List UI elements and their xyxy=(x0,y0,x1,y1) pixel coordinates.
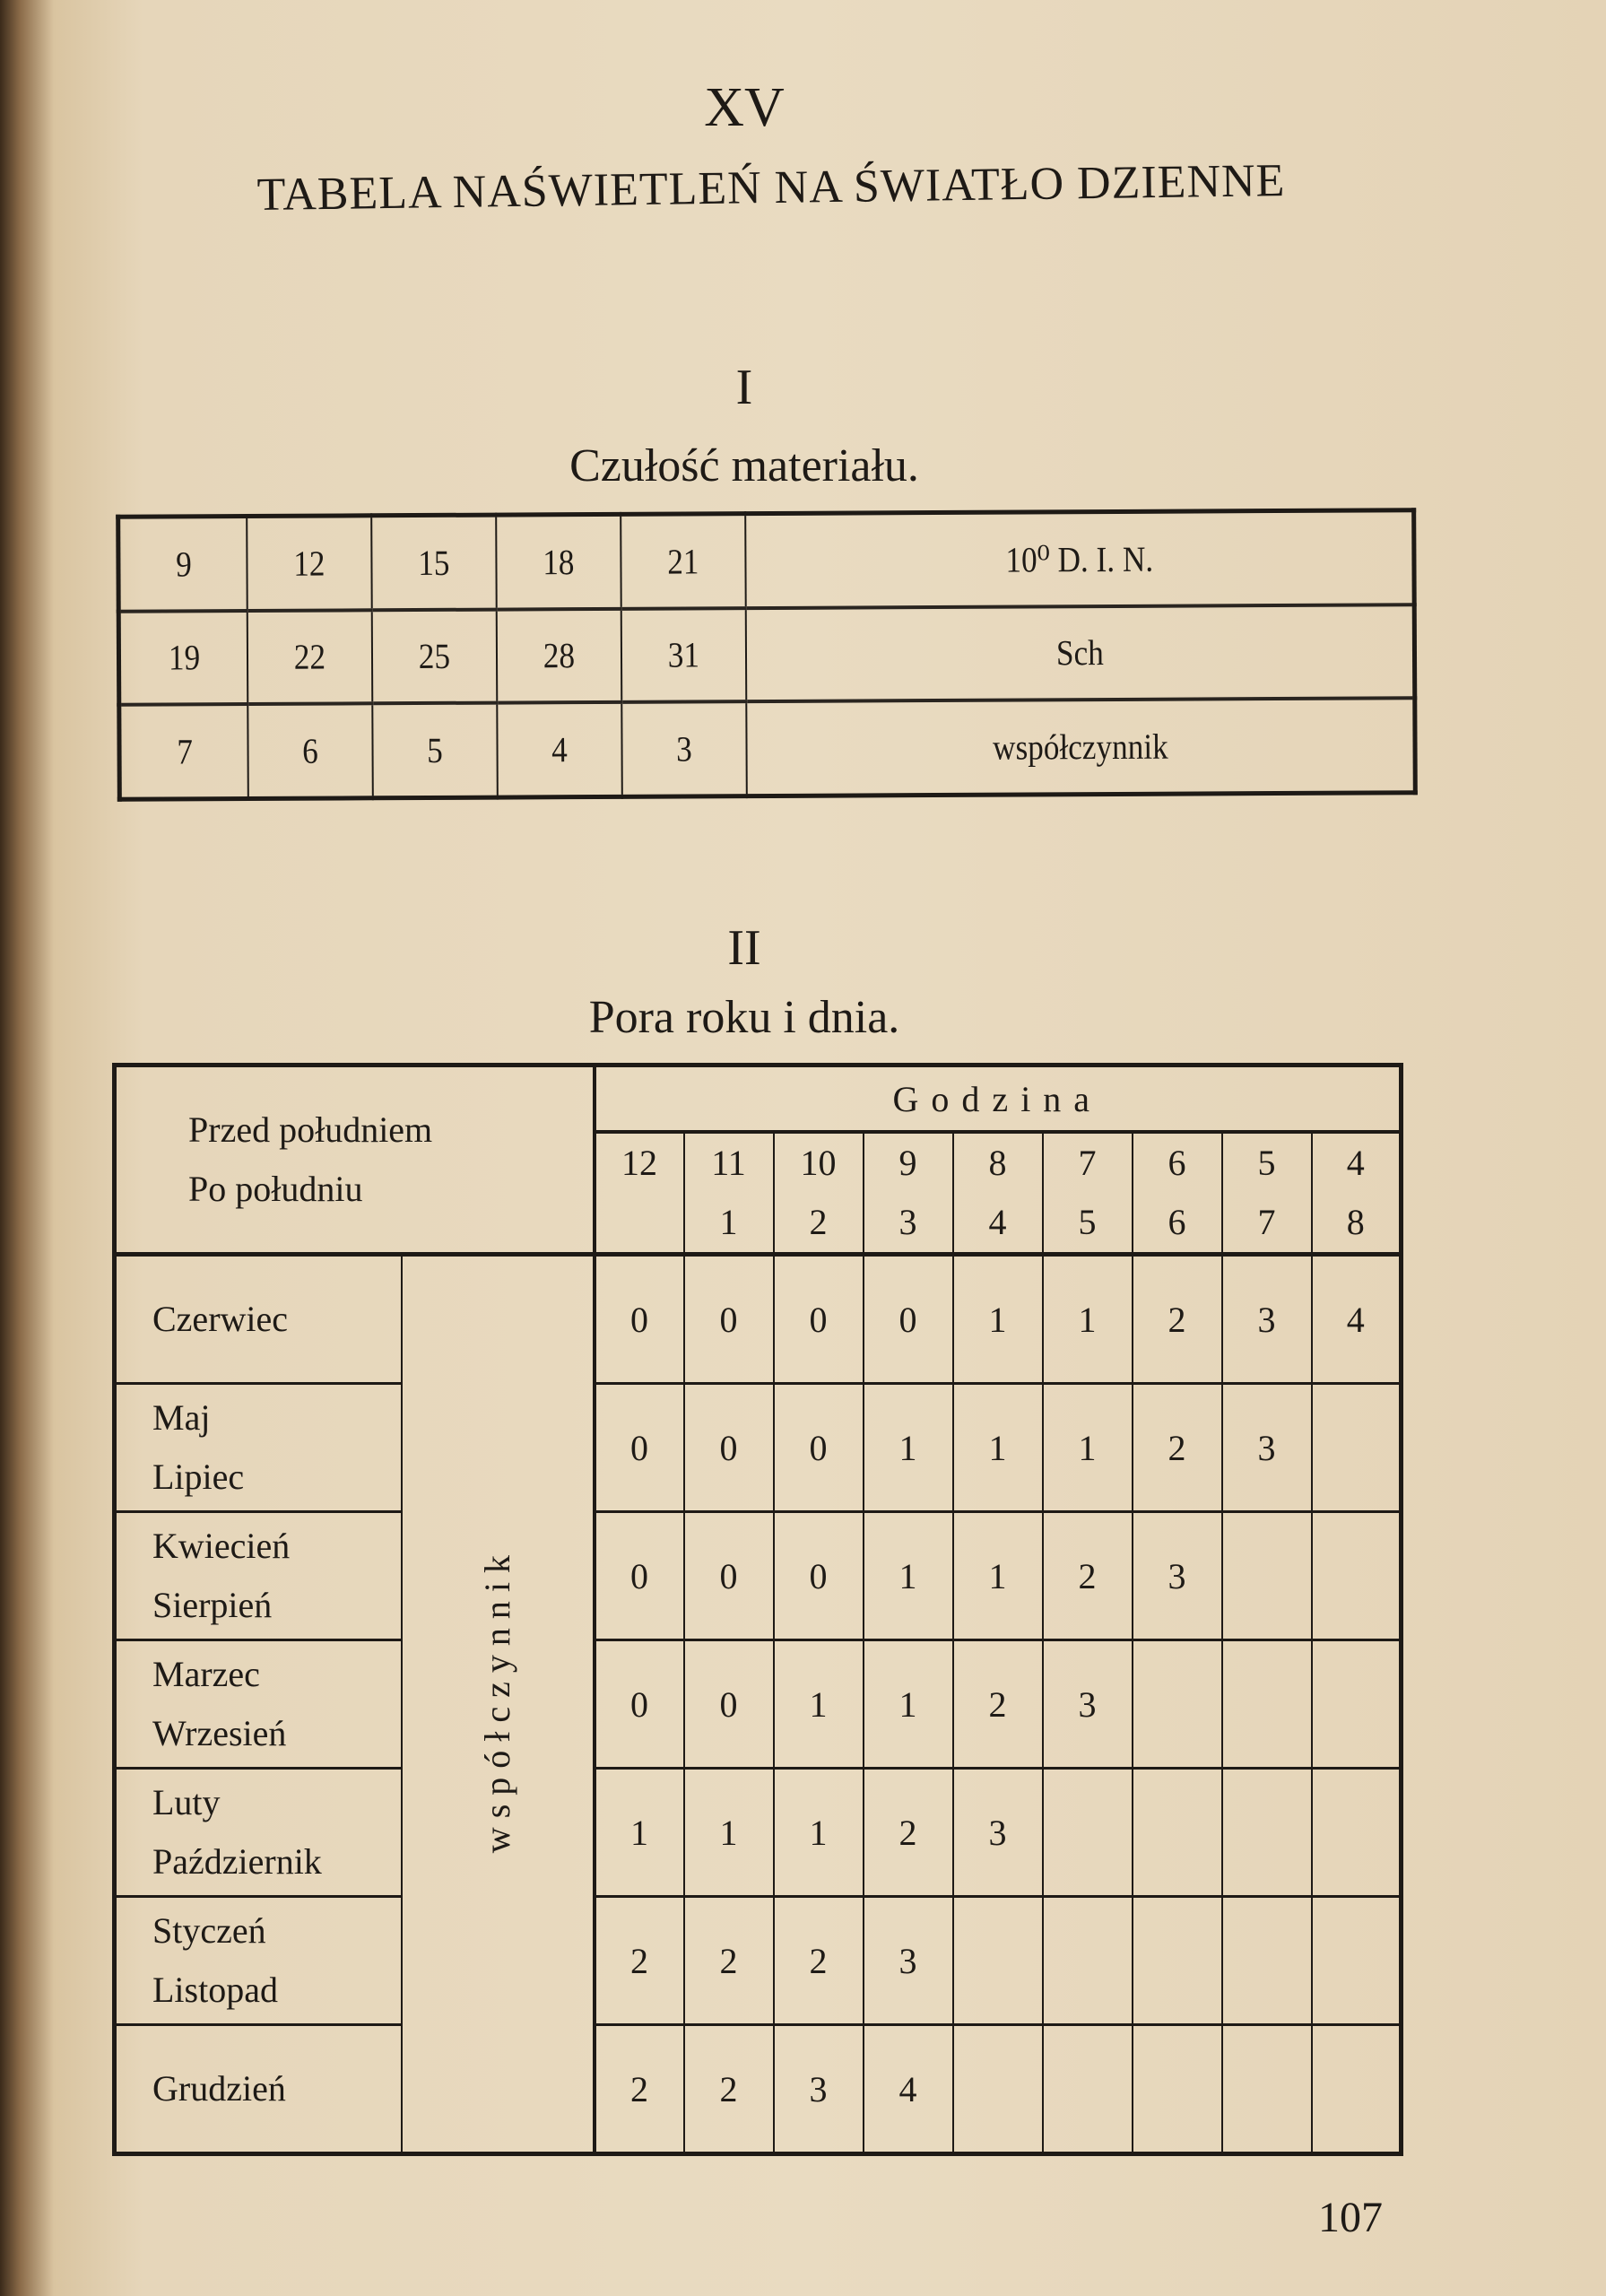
value-cell: 3 xyxy=(953,1769,1043,1897)
page-title: TABELA NAŚWIETLEŃ NA ŚWIATŁO DZIENNE xyxy=(256,154,1286,222)
value-cell: 3 xyxy=(774,2025,864,2154)
table-row xyxy=(115,1640,1402,1769)
month-name: Marzec xyxy=(152,1654,260,1694)
value-cell: 3 xyxy=(1222,1384,1312,1512)
hour-am-cell: 9 xyxy=(864,1132,953,1193)
table-cell: 25 xyxy=(379,609,490,703)
value-cell: 0 xyxy=(864,1255,953,1384)
month-cell xyxy=(115,1897,402,2025)
table-cell: 7 xyxy=(126,704,240,799)
page-number: 107 xyxy=(1318,2194,1383,2241)
table-cell: 21 xyxy=(628,514,738,609)
value-cell: 3 xyxy=(864,1897,953,2025)
month-cell xyxy=(115,1512,402,1640)
value-cell xyxy=(1312,1384,1402,1512)
value-cell xyxy=(1043,1769,1133,1897)
table-cell: 12 xyxy=(255,516,365,611)
value-cell xyxy=(1133,1897,1222,2025)
hour-am-cell: 6 xyxy=(1133,1132,1222,1193)
value-cell: 1 xyxy=(684,1769,774,1897)
value-cell: 1 xyxy=(864,1384,953,1512)
section-2-numeral: II xyxy=(727,920,761,976)
month-name: Grudzień xyxy=(152,2068,286,2109)
month-name: Styczeń xyxy=(152,1910,266,1951)
label-after-noon: Po południu xyxy=(188,1169,363,1209)
hour-pm-cell: 7 xyxy=(1222,1193,1312,1255)
value-cell: 3 xyxy=(1043,1640,1133,1769)
table-row xyxy=(115,1897,1402,2025)
table-row xyxy=(118,604,1415,705)
hour-am-cell: 5 xyxy=(1222,1132,1312,1193)
value-cell: 0 xyxy=(774,1384,864,1512)
value-cell: 0 xyxy=(774,1255,864,1384)
season-time-table xyxy=(112,1063,1403,2156)
table-row xyxy=(115,1769,1402,1897)
value-cell xyxy=(1312,1897,1402,2025)
value-cell: 2 xyxy=(864,1769,953,1897)
hour-am-cell: 12 xyxy=(595,1132,684,1193)
table-cell: 19 xyxy=(126,611,240,705)
table-cell: 18 xyxy=(503,514,613,609)
value-cell xyxy=(953,1897,1043,2025)
hour-am-cell: 7 xyxy=(1043,1132,1133,1193)
hour-pm-cell: 2 xyxy=(774,1193,864,1255)
table-row xyxy=(118,510,1415,612)
value-cell: 0 xyxy=(595,1384,684,1512)
month-name: Luty xyxy=(152,1782,221,1822)
value-cell: 4 xyxy=(864,2025,953,2154)
value-cell xyxy=(1133,2025,1222,2154)
value-cell: 0 xyxy=(595,1640,684,1769)
section-1-subtitle: Czułość materiału. xyxy=(569,440,919,491)
hour-pm-cell: 3 xyxy=(864,1193,953,1255)
value-cell: 1 xyxy=(774,1640,864,1769)
time-of-day-labels xyxy=(115,1065,595,1255)
value-cell xyxy=(1043,1897,1133,2025)
month-name: Sierpień xyxy=(152,1585,273,1625)
table-cell: współczynnik xyxy=(786,699,1376,796)
table-cell: 6 xyxy=(256,704,366,799)
value-cell: 1 xyxy=(864,1640,953,1769)
coefficient-label-cell xyxy=(402,1255,595,2154)
value-cell xyxy=(1222,1512,1312,1640)
label-before-noon: Przed południem xyxy=(188,1109,433,1150)
value-cell: 0 xyxy=(684,1255,774,1384)
value-cell: 0 xyxy=(684,1512,774,1640)
table-cell: Sch xyxy=(786,604,1375,701)
chapter-numeral: XV xyxy=(704,77,785,138)
value-cell: 3 xyxy=(1222,1255,1312,1384)
month-cell xyxy=(115,2025,402,2154)
section-2-subtitle: Pora roku i dnia. xyxy=(588,992,900,1043)
value-cell xyxy=(1312,2025,1402,2154)
value-cell xyxy=(1312,1769,1402,1897)
table-row xyxy=(115,2025,1402,2154)
table-cell: 9 xyxy=(126,517,239,612)
value-cell: 2 xyxy=(1133,1255,1222,1384)
month-name: Listopad xyxy=(152,1970,278,2010)
value-cell: 2 xyxy=(774,1897,864,2025)
sensitivity-table xyxy=(116,508,1418,802)
table-row xyxy=(115,1255,1402,1384)
value-cell: 0 xyxy=(684,1640,774,1769)
month-name: Lipiec xyxy=(152,1457,245,1497)
table-cell: 3 xyxy=(629,701,739,796)
value-cell: 1 xyxy=(953,1512,1043,1640)
value-cell: 2 xyxy=(684,2025,774,2154)
month-cell xyxy=(115,1384,402,1512)
table-cell: 5 xyxy=(380,703,490,798)
value-cell xyxy=(1043,2025,1133,2154)
value-cell: 0 xyxy=(684,1384,774,1512)
value-cell: 1 xyxy=(595,1769,684,1897)
section-1-numeral: I xyxy=(735,360,753,415)
value-cell: 1 xyxy=(1043,1255,1133,1384)
month-cell xyxy=(115,1255,402,1384)
month-name: Maj xyxy=(152,1397,211,1438)
table-row xyxy=(119,699,1416,800)
value-cell xyxy=(1222,2025,1312,2154)
value-cell xyxy=(1222,1769,1312,1897)
value-cell: 1 xyxy=(864,1512,953,1640)
month-name: Czerwiec xyxy=(152,1299,289,1339)
coefficient-label: współczynnik xyxy=(477,1545,517,1854)
value-cell: 1 xyxy=(953,1255,1043,1384)
table-row xyxy=(115,1384,1402,1512)
value-cell: 2 xyxy=(953,1640,1043,1769)
value-cell: 3 xyxy=(1133,1512,1222,1640)
month-cell xyxy=(115,1640,402,1769)
hour-pm-cell: 5 xyxy=(1043,1193,1133,1255)
hour-pm-cell: 4 xyxy=(953,1193,1043,1255)
table-cell: 28 xyxy=(504,609,614,703)
month-cell xyxy=(115,1769,402,1897)
value-cell: 1 xyxy=(1043,1384,1133,1512)
hour-pm-cell: 8 xyxy=(1312,1193,1402,1255)
value-cell xyxy=(1222,1640,1312,1769)
value-cell: 0 xyxy=(774,1512,864,1640)
hour-am-cell: 4 xyxy=(1312,1132,1402,1193)
value-cell xyxy=(1133,1640,1222,1769)
month-name: Kwiecień xyxy=(152,1526,291,1566)
value-cell: 2 xyxy=(1133,1384,1222,1512)
hour-am-cell: 8 xyxy=(953,1132,1043,1193)
value-cell xyxy=(1312,1640,1402,1769)
month-name: Wrzesień xyxy=(152,1713,287,1753)
hour-am-cell: 10 xyxy=(774,1132,864,1193)
month-name: Październik xyxy=(152,1841,322,1882)
value-cell: 1 xyxy=(774,1769,864,1897)
value-cell xyxy=(953,2025,1043,2154)
value-cell: 0 xyxy=(595,1512,684,1640)
table-cell: 31 xyxy=(629,608,739,702)
table-cell: 4 xyxy=(504,702,614,797)
hour-group-header: Godzina xyxy=(595,1065,1402,1133)
table-cell: 22 xyxy=(255,610,365,704)
hour-am-cell: 11 xyxy=(684,1132,774,1193)
value-cell xyxy=(1312,1512,1402,1640)
table-row xyxy=(115,1512,1402,1640)
hour-pm-cell: 1 xyxy=(684,1193,774,1255)
value-cell: 2 xyxy=(595,1897,684,2025)
table-cell: 10⁰ D. I. N. xyxy=(785,510,1374,608)
value-cell xyxy=(1222,1897,1312,2025)
value-cell: 4 xyxy=(1312,1255,1402,1384)
value-cell: 2 xyxy=(1043,1512,1133,1640)
value-cell: 1 xyxy=(953,1384,1043,1512)
value-cell: 2 xyxy=(595,2025,684,2154)
value-cell: 0 xyxy=(595,1255,684,1384)
table-cell: 15 xyxy=(379,515,490,610)
hour-pm-cell: 6 xyxy=(1133,1193,1222,1255)
value-cell xyxy=(1133,1769,1222,1897)
hour-pm-cell xyxy=(595,1193,684,1255)
value-cell: 2 xyxy=(684,1897,774,2025)
